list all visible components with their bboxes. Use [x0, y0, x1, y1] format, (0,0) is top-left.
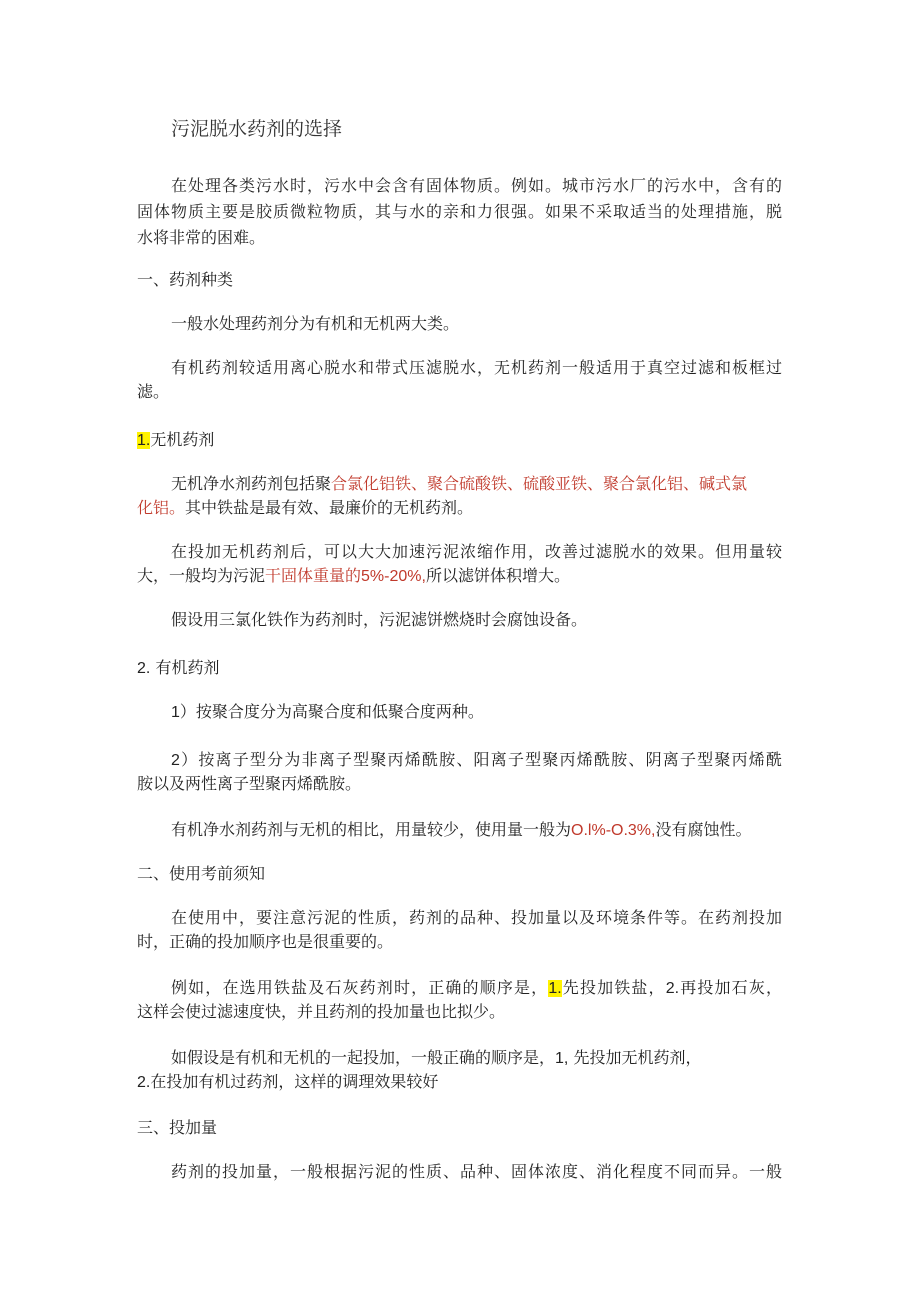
organic-p-post: 没有腐蚀性。: [655, 820, 752, 839]
section2-paragraph-1-line-2: 时，正确的投加顺序也是很重要的。: [137, 932, 394, 951]
section2-p2-pre: 例如，在选用铁盐及石灰药剂时，正确的顺序是，: [171, 978, 549, 997]
inorganic-p2-pre: 大，一般均为污泥: [137, 566, 266, 585]
intro-line-2: 固体物质主要是胶质微粒物质，其与水的亲和力很强。如果不采取适当的处理措施，脱: [137, 202, 782, 221]
organic-paragraph: [171, 818, 752, 843]
inorganic-paragraph-2-line-1: 在投加无机药剂后，可以大大加速污泥浓缩作用，改善过滤脱水的效果。但用量较: [171, 542, 782, 561]
organic-item-2-number: 2）: [171, 752, 199, 769]
organic-item-1-text: 按聚合度分为高聚合度和低聚合度两种。: [195, 702, 484, 721]
organic-item-2-line-2: 胺以及两性离子型聚丙烯酰胺。: [137, 774, 362, 793]
section2-paragraph-3-line-2: [137, 1070, 438, 1095]
subsection-organic-title: 有机药剂: [155, 658, 220, 677]
section1-paragraph-1: 一般水处理药剂分为有机和无机两大类。: [171, 314, 460, 333]
section1-paragraph-2-line-1: 有机药剂较适用离心脱水和带式压滤脱水，无机药剂一般适用于真空过滤和板框过: [171, 358, 782, 377]
dosage-range-text: 干固体重量的: [265, 566, 362, 585]
section2-paragraph-1-line-1: 在使用中，要注意污泥的性质，药剂的品种、投加量以及环境条件等。在药剂投加: [171, 908, 782, 927]
subsection-inorganic-number: 1.: [137, 432, 151, 449]
step-1-text: 先投加铁盐，: [561, 978, 666, 997]
organic-item-1: [171, 700, 484, 725]
intro-line-1: 在处理各类污水时，污水中会含有固体物质。例如。城市污水厂的污水中，含有的: [171, 176, 782, 195]
inorganic-p1-tail: 其中铁盐是最有效、最廉价的无机药剂。: [185, 498, 474, 517]
section2-paragraph-2-line-2: 这样会使过滤速度快，并且药剂的投加量也比拟少。: [137, 1002, 506, 1021]
inorganic-paragraph-2-line-2: [137, 564, 570, 589]
section3-heading: 三、投加量: [137, 1118, 218, 1137]
step-2-text: 再投加石灰，: [679, 978, 782, 997]
step-1-number: 1.: [548, 980, 562, 997]
section2-p3-post: 先投加无机药剂，: [573, 1048, 702, 1067]
section2-heading: 二、使用考前须知: [137, 864, 266, 883]
organic-p-pre: 有机净水剂药剂与无机的相比，用量较少，使用量一般为: [171, 820, 572, 839]
section1-paragraph-2-line-2: 滤。: [137, 382, 170, 401]
subsection-organic-heading: [137, 656, 219, 681]
inorganic-paragraph-3: 假设用三氯化铁作为药剂时，污泥滤饼燃烧时会腐蚀设备。: [171, 610, 588, 629]
organic-item-1-number: 1）: [171, 704, 196, 721]
section2-p3-line2-text: 在投加有机过药剂，这样的调理效果较好: [150, 1072, 439, 1091]
inorganic-paragraph-1-line-2: [137, 496, 473, 520]
step-2-number: 2.: [665, 980, 680, 997]
section3-paragraph-1-line-1: 药剂的投加量，一般根据污泥的性质、品种、固体浓度、消化程度不同而异。一般: [171, 1162, 782, 1181]
organic-item-2-text: 按离子型分为非离子型聚丙烯酰胺、阳离子型聚丙烯酰胺、阴离子型聚丙烯酰: [198, 750, 782, 769]
inorganic-paragraph-1-line-1: [171, 472, 747, 496]
section2-p3-num-1: 1,: [555, 1050, 569, 1067]
subsection-organic-number: 2.: [137, 660, 151, 677]
organic-item-2-line-1: [171, 748, 782, 773]
organic-dosage-value: O.l%-O.3%,: [571, 822, 656, 839]
inorganic-p2-post: 所以滤饼体积增大。: [425, 566, 570, 585]
inorganic-agents-list-end: 化铝。: [137, 498, 186, 517]
subsection-inorganic-heading: [137, 428, 214, 453]
subsection-inorganic-title: 无机药剂: [150, 430, 215, 449]
inorganic-p1-text: 无机净水剂药剂包括聚: [171, 474, 332, 493]
section2-p3-num-2: 2.: [137, 1074, 151, 1091]
section2-paragraph-3-line-1: [171, 1046, 701, 1071]
section2-p3-pre: 如假设是有机和无机的一起投加，一般正确的顺序是，: [171, 1048, 556, 1067]
dosage-range-value: 5%-20%,: [361, 568, 426, 585]
section2-paragraph-2-line-1: [171, 976, 782, 1001]
document-title: 污泥脱水药剂的选择: [171, 118, 343, 140]
inorganic-agents-list: 合氯化铝铁、聚合硫酸铁、硫酸亚铁、聚合氯化铝、碱式氯: [331, 474, 748, 493]
intro-line-3: 水将非常的困难。: [137, 228, 266, 247]
section1-heading: 一、药剂种类: [137, 270, 234, 289]
